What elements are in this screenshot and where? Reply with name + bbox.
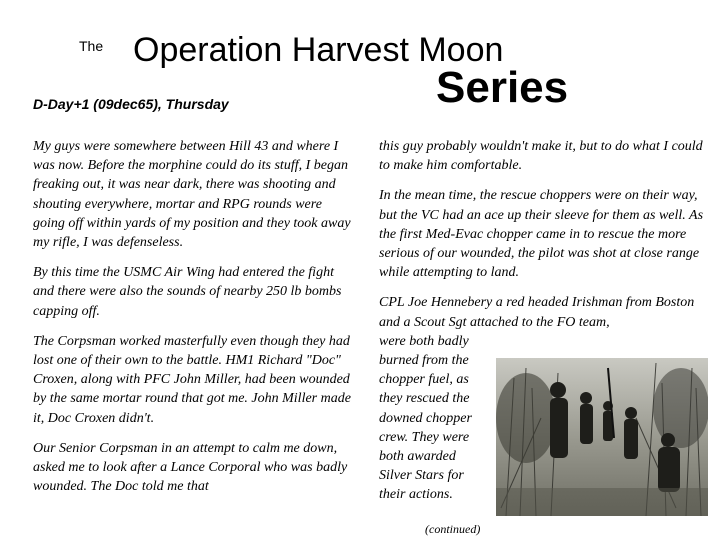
paragraph: In the mean time, the rescue choppers were on their way, but the VC had an ace up their sleeve for them as well. As the first Med-Evac chopper came in to rescue the more serious of our wounded, the pilot was shot at close range while attempting to land.	[379, 188, 704, 281]
date-subtitle: D-Day+1 (09dec65), Thursday	[33, 96, 229, 112]
paragraph: The Corpsman worked masterfully even though they had lost one of their own to the battle. HM1 Richard "Doc" Croxen, along with PFC John Miller, had been wounded by the same mortar round that got me. John Miller made it, Doc Croxen didn't.	[33, 333, 351, 426]
title-the: The	[79, 38, 104, 54]
paragraph: My guys were somewhere between Hill 43 and where I was now. Before the morphine could do its stuff, I began freaking out, it was near dark, there was shooting and shouting everywhere, mortar and RPG rounds were going off within yards of my position and they took away my rifle, I was defenseless.	[33, 139, 351, 251]
paragraph: were both badly burned from the chopper fuel, as they rescued the downed chopper crew. They were both awarded Silver Stars for their actions.	[379, 333, 472, 503]
series-label: Series	[436, 63, 569, 112]
continued-note: (continued)	[425, 522, 481, 536]
soldiers-photo	[496, 358, 708, 516]
soldiers-photo-image	[496, 358, 708, 516]
paragraph: Our Senior Corpsman in an attempt to calm me down, asked me to look after a Lance Corporal who was badly wounded. The Doc told me that	[33, 440, 348, 495]
paragraph: By this time the USMC Air Wing had entered the fight and there were also the sounds of nearby 250 lb bombs capping off.	[33, 265, 342, 319]
paragraph: CPL Joe Hennebery a red headed Irishman from Boston and a Scout Sgt attached to the FO team,	[379, 295, 695, 330]
left-column	[33, 137, 351, 507]
page-title: Operation Harvest Moon	[133, 31, 504, 69]
paragraph: this guy probably wouldn't make it, but to do what I could to make him comfortable.	[379, 139, 703, 174]
